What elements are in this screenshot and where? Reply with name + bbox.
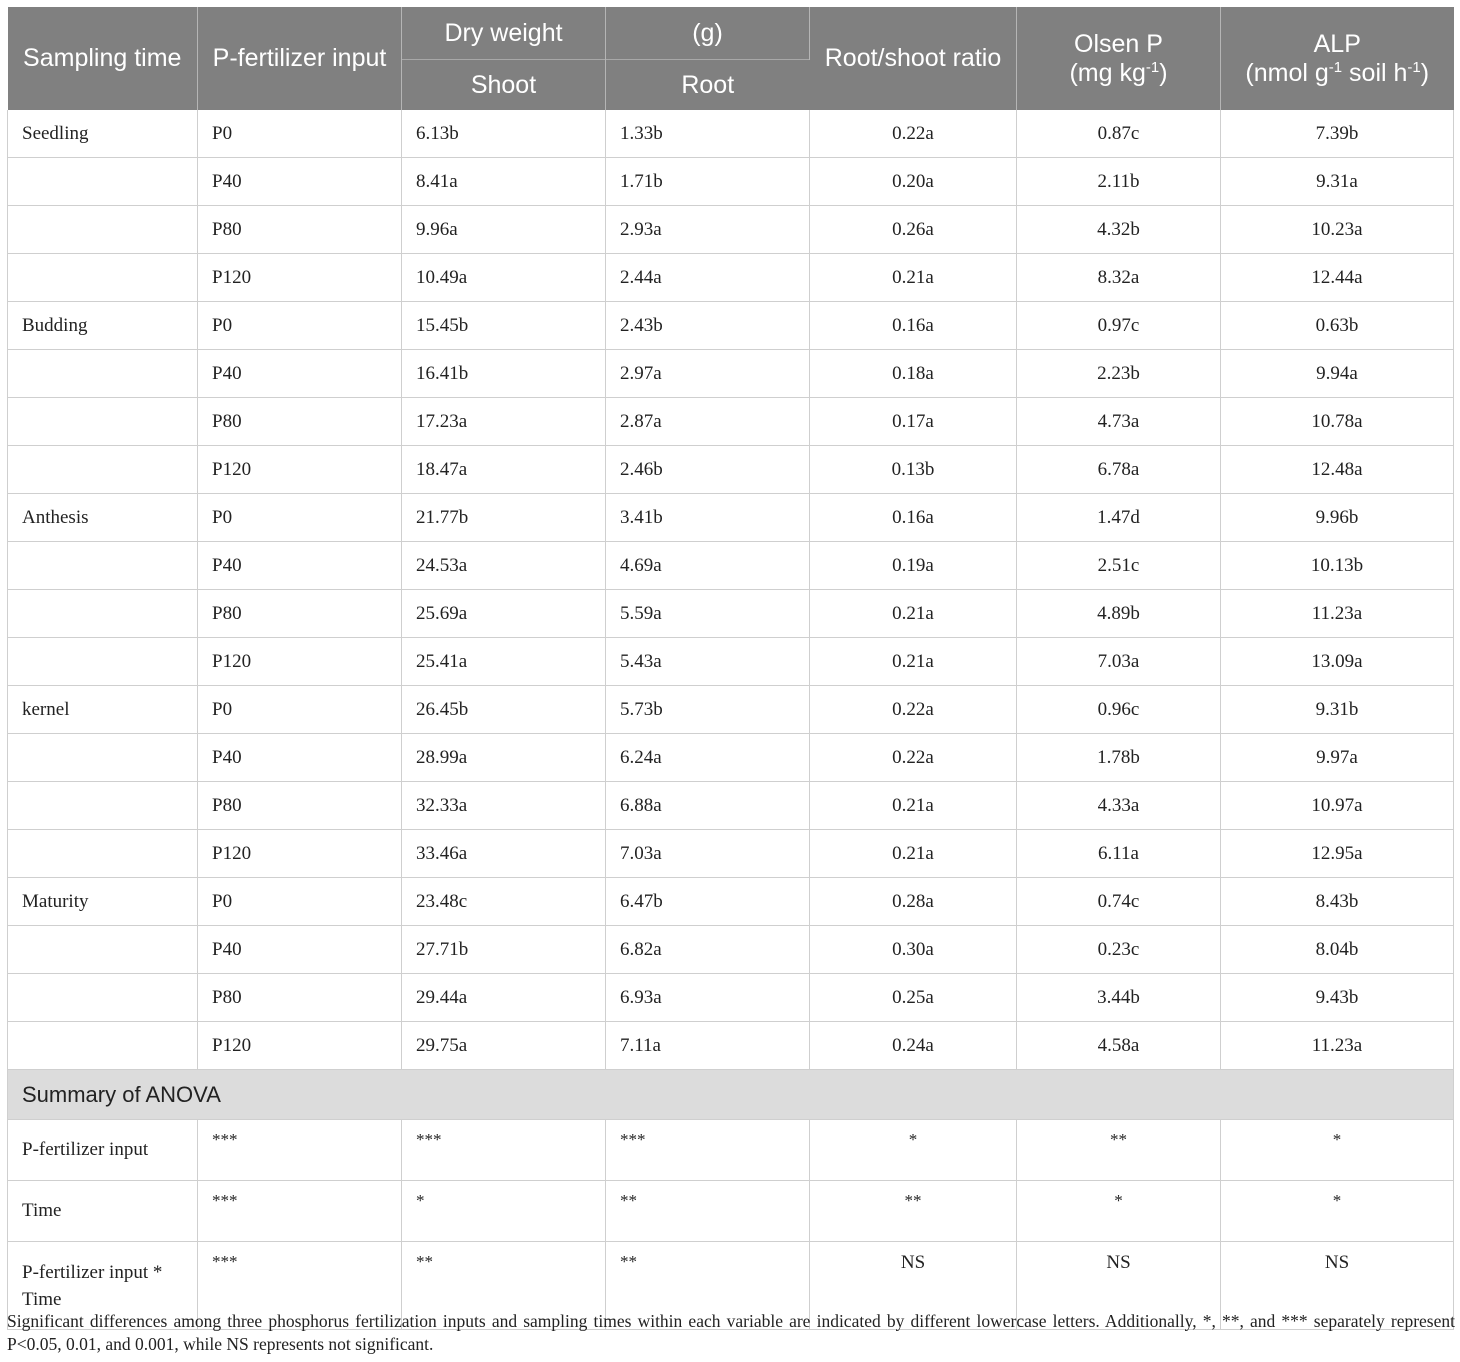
cell-root-shoot-ratio: 0.17a [810,398,1017,446]
cell-root: 2.44a [606,254,810,302]
cell-p-input: P80 [198,590,402,638]
anova-alp: * [1221,1181,1454,1242]
cell-root-shoot-ratio: 0.16a [810,494,1017,542]
cell-p-input: P0 [198,110,402,158]
cell-alp: 11.23a [1221,590,1454,638]
header-sampling-time: Sampling time [8,7,198,110]
header-root: Root [606,60,810,111]
cell-p-input: P80 [198,398,402,446]
anova-label: P-fertilizer input * Time [8,1242,198,1330]
header-olsen-unit: (mg $kg^{-1}$) [1069,58,1168,87]
cell-p-input: P40 [198,158,402,206]
cell-shoot: 21.77b [402,494,606,542]
cell-sampling-time [8,974,198,1022]
header-dry-weight: Dry weight [402,7,606,60]
anova-alp: NS [1221,1242,1454,1330]
table-row [8,446,1454,494]
anova-alp: * [1221,1120,1454,1181]
cell-shoot: 24.53a [402,542,606,590]
table-row [8,1022,1454,1070]
cell-p-input: P120 [198,638,402,686]
table-row [8,398,1454,446]
cell-alp: 12.44a [1221,254,1454,302]
cell-p-input: P120 [198,830,402,878]
cell-p-input: P40 [198,350,402,398]
cell-shoot: 33.46a [402,830,606,878]
cell-shoot: 29.44a [402,974,606,1022]
cell-root: 2.93a [606,206,810,254]
cell-olsen-p: 7.03a [1017,638,1221,686]
anova-shoot: * [402,1181,606,1242]
cell-sampling-time [8,158,198,206]
cell-p-input: P40 [198,734,402,782]
cell-alp: 10.97a [1221,782,1454,830]
anova-section [8,1070,1454,1330]
table-row [8,734,1454,782]
cell-olsen-p: 4.73a [1017,398,1221,446]
table-row [8,542,1454,590]
cell-root-shoot-ratio: 0.21a [810,590,1017,638]
table-row [8,830,1454,878]
cell-shoot: 23.48c [402,878,606,926]
cell-p-input: P120 [198,1022,402,1070]
cell-shoot: 9.96a [402,206,606,254]
cell-root: 7.03a [606,830,810,878]
cell-root-shoot-ratio: 0.26a [810,206,1017,254]
cell-olsen-p: 3.44b [1017,974,1221,1022]
table-row [8,782,1454,830]
cell-olsen-p: 8.32a [1017,254,1221,302]
cell-shoot: 6.13b [402,110,606,158]
cell-sampling-time [8,782,198,830]
cell-root-shoot-ratio: 0.20a [810,158,1017,206]
cell-root-shoot-ratio: 0.13b [810,446,1017,494]
anova-label: Time [8,1181,198,1242]
cell-root-shoot-ratio: 0.24a [810,1022,1017,1070]
cell-alp: 10.78a [1221,398,1454,446]
cell-shoot: 15.45b [402,302,606,350]
table-row [8,350,1454,398]
cell-alp: 9.31b [1221,686,1454,734]
cell-sampling-time [8,590,198,638]
header-olsen-p [1017,7,1221,110]
header-shoot: Shoot [402,60,606,111]
header-olsen-label: Olsen P [1074,29,1163,58]
table-row [8,158,1454,206]
cell-p-input: P80 [198,206,402,254]
cell-p-input: P120 [198,254,402,302]
anova-title: Summary of ANOVA [8,1070,1454,1120]
cell-root: 6.24a [606,734,810,782]
cell-shoot: 8.41a [402,158,606,206]
cell-shoot: 27.71b [402,926,606,974]
cell-sampling-time [8,638,198,686]
cell-p-input: P0 [198,686,402,734]
anova-shoot: ** [402,1242,606,1330]
cell-p-input: P0 [198,302,402,350]
anova-olsen-p: * [1017,1181,1221,1242]
cell-p-input: P80 [198,782,402,830]
header-alp-label: ALP [1313,29,1361,58]
cell-olsen-p: 4.32b [1017,206,1221,254]
cell-sampling-time [8,926,198,974]
cell-root: 6.88a [606,782,810,830]
cell-sampling-time: Seedling [8,110,198,158]
table-footnote: Significant differences among three phosphorus fertilization inputs and sampling times within each variable are indicated by different lowercase letters. Additionally, *, **, and *** separately represent P<0.05, 0.01, and 0.001, while NS represents not significant. [7,1311,1455,1354]
cell-p-input: P40 [198,542,402,590]
cell-root: 1.33b [606,110,810,158]
table-row [8,590,1454,638]
anova-root: ** [606,1181,810,1242]
cell-olsen-p: 4.58a [1017,1022,1221,1070]
table-row [8,494,1454,542]
table-row [8,302,1454,350]
cell-root: 2.46b [606,446,810,494]
table-row [8,878,1454,926]
cell-shoot: 32.33a [402,782,606,830]
cell-alp: 9.97a [1221,734,1454,782]
cell-olsen-p: 4.33a [1017,782,1221,830]
cell-p-input: P40 [198,926,402,974]
header-root-shoot-ratio: Root/shoot ratio [810,7,1017,110]
table-header [8,7,1454,110]
table-row [8,110,1454,158]
cell-alp: 13.09a [1221,638,1454,686]
cell-olsen-p: 2.11b [1017,158,1221,206]
cell-alp: 9.96b [1221,494,1454,542]
cell-sampling-time [8,542,198,590]
cell-alp: 11.23a [1221,1022,1454,1070]
header-alp [1221,7,1454,110]
table-row [8,974,1454,1022]
cell-alp: 10.13b [1221,542,1454,590]
cell-alp: 8.04b [1221,926,1454,974]
cell-root-shoot-ratio: 0.21a [810,254,1017,302]
cell-alp: 12.48a [1221,446,1454,494]
cell-shoot: 10.49a [402,254,606,302]
cell-root: 6.82a [606,926,810,974]
cell-olsen-p: 1.78b [1017,734,1221,782]
cell-olsen-p: 0.97c [1017,302,1221,350]
anova-olsen-p: ** [1017,1120,1221,1181]
cell-p-input: P80 [198,974,402,1022]
anova-shoot: *** [402,1120,606,1181]
cell-sampling-time [8,398,198,446]
anova-root: *** [606,1120,810,1181]
anova-olsen-p: NS [1017,1242,1221,1330]
cell-root-shoot-ratio: 0.28a [810,878,1017,926]
cell-sampling-time [8,734,198,782]
cell-olsen-p: 0.96c [1017,686,1221,734]
anova-p-input: *** [198,1181,402,1242]
cell-olsen-p: 4.89b [1017,590,1221,638]
cell-root: 6.47b [606,878,810,926]
cell-root-shoot-ratio: 0.22a [810,110,1017,158]
cell-p-input: P0 [198,878,402,926]
table-row [8,926,1454,974]
cell-root: 5.73b [606,686,810,734]
cell-shoot: 28.99a [402,734,606,782]
cell-shoot: 25.41a [402,638,606,686]
cell-sampling-time [8,206,198,254]
table-row [8,686,1454,734]
cell-shoot: 29.75a [402,1022,606,1070]
cell-shoot: 18.47a [402,446,606,494]
cell-sampling-time [8,254,198,302]
cell-root: 2.97a [606,350,810,398]
cell-alp: 9.43b [1221,974,1454,1022]
cell-root-shoot-ratio: 0.21a [810,638,1017,686]
anova-root-shoot-ratio: NS [810,1242,1017,1330]
cell-root-shoot-ratio: 0.22a [810,686,1017,734]
cell-olsen-p: 2.51c [1017,542,1221,590]
cell-alp: 9.94a [1221,350,1454,398]
cell-root-shoot-ratio: 0.22a [810,734,1017,782]
anova-row [8,1181,1454,1242]
cell-root: 3.41b [606,494,810,542]
cell-root-shoot-ratio: 0.21a [810,830,1017,878]
cell-shoot: 25.69a [402,590,606,638]
cell-p-input: P0 [198,494,402,542]
anova-title-row [8,1070,1454,1120]
header-alp-unit: (nmol $g^{-1}$ soil $h^{-1}$) [1245,58,1430,87]
cell-olsen-p: 2.23b [1017,350,1221,398]
cell-alp: 0.63b [1221,302,1454,350]
cell-olsen-p: 1.47d [1017,494,1221,542]
cell-sampling-time [8,1022,198,1070]
cell-alp: 12.95a [1221,830,1454,878]
cell-root: 1.71b [606,158,810,206]
cell-p-input: P120 [198,446,402,494]
header-dry-weight-unit: (g) [606,7,810,60]
results-table [7,7,1454,1330]
cell-root: 5.43a [606,638,810,686]
anova-p-input: *** [198,1120,402,1181]
anova-root-shoot-ratio: ** [810,1181,1017,1242]
cell-root-shoot-ratio: 0.18a [810,350,1017,398]
anova-root: ** [606,1242,810,1330]
cell-olsen-p: 6.11a [1017,830,1221,878]
cell-alp: 8.43b [1221,878,1454,926]
header-p-input: P-fertilizer input [198,7,402,110]
table-row [8,254,1454,302]
cell-root-shoot-ratio: 0.16a [810,302,1017,350]
cell-olsen-p: 6.78a [1017,446,1221,494]
cell-root: 2.43b [606,302,810,350]
cell-shoot: 17.23a [402,398,606,446]
anova-label: P-fertilizer input [8,1120,198,1181]
cell-alp: 10.23a [1221,206,1454,254]
anova-root-shoot-ratio: * [810,1120,1017,1181]
cell-olsen-p: 0.87c [1017,110,1221,158]
cell-sampling-time: kernel [8,686,198,734]
cell-sampling-time: Maturity [8,878,198,926]
cell-root: 2.87a [606,398,810,446]
cell-root: 7.11a [606,1022,810,1070]
anova-row [8,1120,1454,1181]
cell-root: 6.93a [606,974,810,1022]
table-body [8,110,1454,1070]
cell-sampling-time: Budding [8,302,198,350]
cell-sampling-time: Anthesis [8,494,198,542]
cell-root-shoot-ratio: 0.19a [810,542,1017,590]
anova-p-input: *** [198,1242,402,1330]
cell-root-shoot-ratio: 0.21a [810,782,1017,830]
table-row [8,206,1454,254]
cell-root: 5.59a [606,590,810,638]
cell-shoot: 16.41b [402,350,606,398]
cell-alp: 9.31a [1221,158,1454,206]
cell-root-shoot-ratio: 0.25a [810,974,1017,1022]
cell-olsen-p: 0.23c [1017,926,1221,974]
cell-sampling-time [8,350,198,398]
cell-root-shoot-ratio: 0.30a [810,926,1017,974]
cell-sampling-time [8,446,198,494]
cell-root: 4.69a [606,542,810,590]
cell-shoot: 26.45b [402,686,606,734]
cell-sampling-time [8,830,198,878]
table-row [8,638,1454,686]
cell-olsen-p: 0.74c [1017,878,1221,926]
cell-alp: 7.39b [1221,110,1454,158]
